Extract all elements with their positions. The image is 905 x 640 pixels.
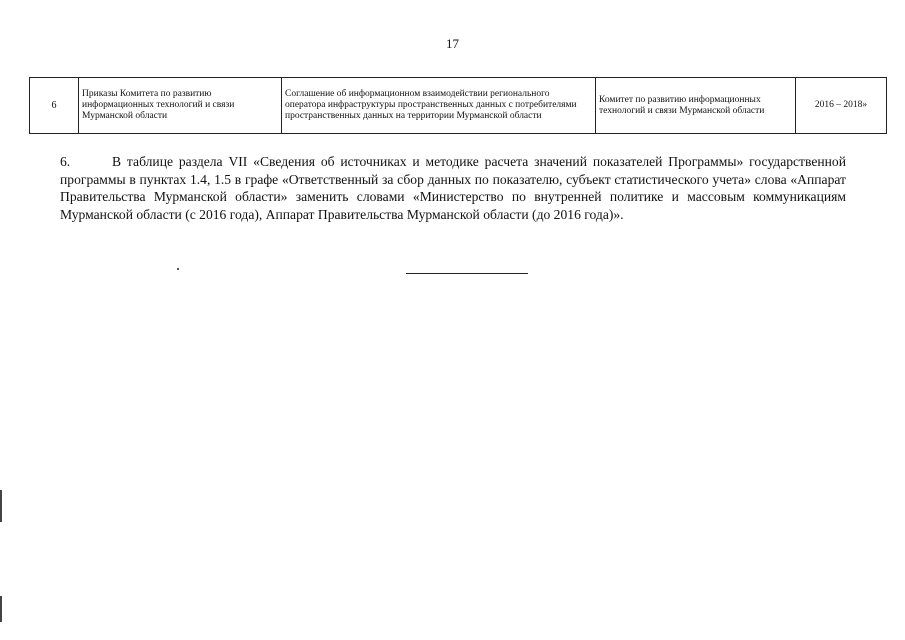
agreement-cell: Соглашение об информационном взаимодействии регионального оператора инфраструктуры пространственных данных с потребителями пространственных данных на территории Мурманской области [282,78,596,134]
table-row [30,78,887,134]
section-separator-line [406,273,528,274]
responsible-cell: Комитет по развитию информационных технологий и связи Мурманской области [596,78,796,134]
paragraph-text: В таблице раздела VII «Сведения об источниках и методике расчета значений показателей Программы» государственной программы в пунктах 1.4, 1.5 в графе «Ответственный за сбор данных по показателю, субъект статистического учета» слова «Аппарат Правительства Мурманской области» заменить словами «Министерство по внутренней политике и массовым коммуникациям Мурманской области (с 2016 года), Аппарат Правительства Мурманской области (до 2016 года)». [60,154,846,222]
amendment-paragraph [60,153,846,223]
paragraph-number: 6. [60,154,71,169]
amendment-table [29,77,887,134]
period-cell: 2016 – 2018» [796,78,887,134]
row-number-cell: 6 [30,78,79,134]
scan-edge-mark [0,596,2,622]
scan-speck [177,268,179,270]
document-cell: Приказы Комитета по развитию информационных технологий и связи Мурманской области [79,78,282,134]
page-number: 17 [446,36,459,51]
scan-edge-mark [0,490,2,522]
